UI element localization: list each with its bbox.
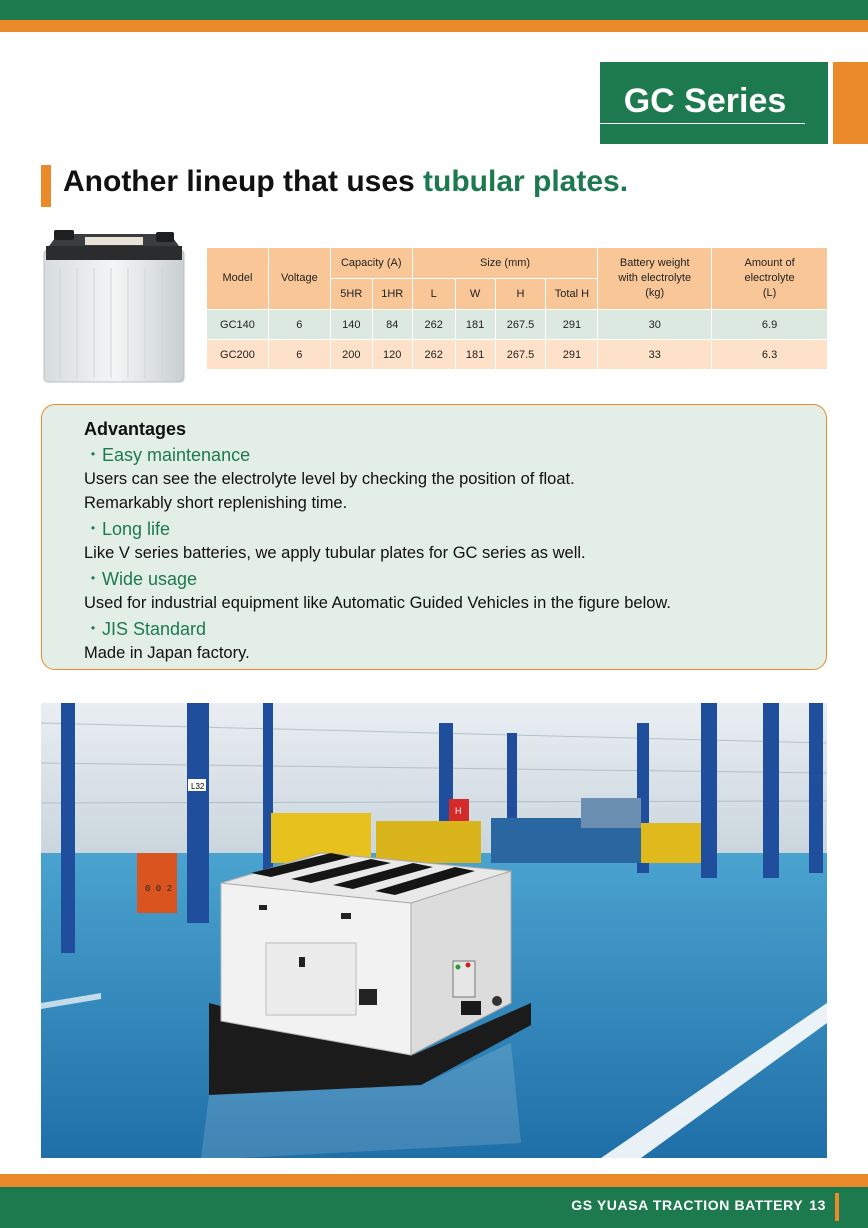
sign-l32: L32: [191, 782, 205, 791]
cell-weight: 30: [598, 310, 712, 340]
sign-h: H: [455, 806, 462, 816]
cell-total-h: 291: [546, 340, 598, 370]
advantage-heading: ・Wide usage: [84, 569, 198, 589]
advantage-item: [84, 617, 804, 665]
series-title: GC Series: [623, 82, 787, 120]
cell-w: 181: [455, 310, 495, 340]
footer: [571, 1197, 826, 1213]
header-capacity: Capacity (A): [330, 248, 412, 279]
top-orange-band: [0, 20, 868, 32]
header-electrolyte: [712, 248, 828, 310]
advantages-title: Advantages: [84, 419, 187, 439]
charger-display: 0 0 2: [145, 884, 173, 894]
page-headline: [63, 165, 628, 199]
cell-electrolyte: 6.9: [712, 310, 828, 340]
cell-total-h: 291: [546, 310, 598, 340]
advantage-heading: ・Easy maintenance: [84, 445, 251, 465]
cell-voltage: 6: [268, 340, 330, 370]
header-electrolyte-line1: Amount of: [744, 257, 795, 269]
table-row: [207, 340, 828, 370]
header-electrolyte-line3: (L): [762, 287, 777, 299]
cell-h: 267.5: [495, 310, 546, 340]
advantage-line: Used for industrial equipment like Automatic Guided Vehicles in the figure below.: [84, 594, 671, 612]
header-size: Size (mm): [412, 248, 598, 279]
cell-w: 181: [455, 340, 495, 370]
series-title-box: [600, 62, 828, 144]
headline-text: Another lineup that uses: [63, 165, 424, 198]
header-weight-line1: Battery weight: [619, 257, 690, 269]
advantage-heading: ・JIS Standard: [84, 619, 207, 639]
advantages-list: [84, 443, 804, 667]
cell-h: 267.5: [495, 340, 546, 370]
cell-l: 262: [412, 340, 455, 370]
advantage-item: [84, 443, 804, 515]
headline-accent-bar: [41, 165, 51, 207]
cell-voltage: 6: [268, 310, 330, 340]
cell-model: GC200: [207, 340, 269, 370]
agv-factory-photo: [41, 703, 827, 1158]
cell-l: 262: [412, 310, 455, 340]
cell-cap-1hr: 84: [372, 310, 412, 340]
cell-cap-5hr: 200: [330, 340, 372, 370]
cell-cap-1hr: 120: [372, 340, 412, 370]
bottom-orange-band: [0, 1174, 868, 1187]
table-row: [207, 310, 828, 340]
advantage-line: Made in Japan factory.: [84, 644, 250, 662]
cell-weight: 33: [598, 340, 712, 370]
footer-orange-mark: [835, 1193, 839, 1221]
specs-table: [206, 247, 828, 370]
header-size-total-h: Total H: [546, 279, 598, 310]
header-size-h: H: [495, 279, 546, 310]
advantage-item: [84, 567, 804, 615]
advantage-item: [84, 517, 804, 565]
advantage-line: Users can see the electrolyte level by checking the position of float.: [84, 470, 575, 488]
header-weight-line3: (kg): [645, 287, 665, 299]
header-cap-1hr: 1HR: [372, 279, 412, 310]
battery-image: [40, 228, 188, 383]
cell-cap-5hr: 140: [330, 310, 372, 340]
top-green-band: [0, 0, 868, 20]
advantage-line: Like V series batteries, we apply tubular plates for GC series as well.: [84, 544, 586, 562]
headline-accent-text: tubular plates.: [423, 165, 629, 198]
header-voltage: Voltage: [268, 248, 330, 310]
series-orange-tab: [833, 62, 868, 144]
header-cap-5hr: 5HR: [330, 279, 372, 310]
header-size-l: L: [412, 279, 455, 310]
advantage-heading: ・Long life: [84, 519, 171, 539]
series-title-underline: [600, 123, 805, 124]
page-number: 13: [809, 1197, 826, 1213]
header-electrolyte-line2: electrolyte: [744, 272, 795, 284]
footer-brand: GS YUASA TRACTION BATTERY: [571, 1197, 804, 1213]
cell-electrolyte: 6.3: [712, 340, 828, 370]
header-weight-line2: with electrolyte: [618, 272, 692, 284]
cell-model: GC140: [207, 310, 269, 340]
header-weight: [598, 248, 712, 310]
header-model: Model: [207, 248, 269, 310]
header-size-w: W: [455, 279, 495, 310]
advantages-box: [41, 404, 827, 670]
advantage-line: Remarkably short replenishing time.: [84, 494, 348, 512]
